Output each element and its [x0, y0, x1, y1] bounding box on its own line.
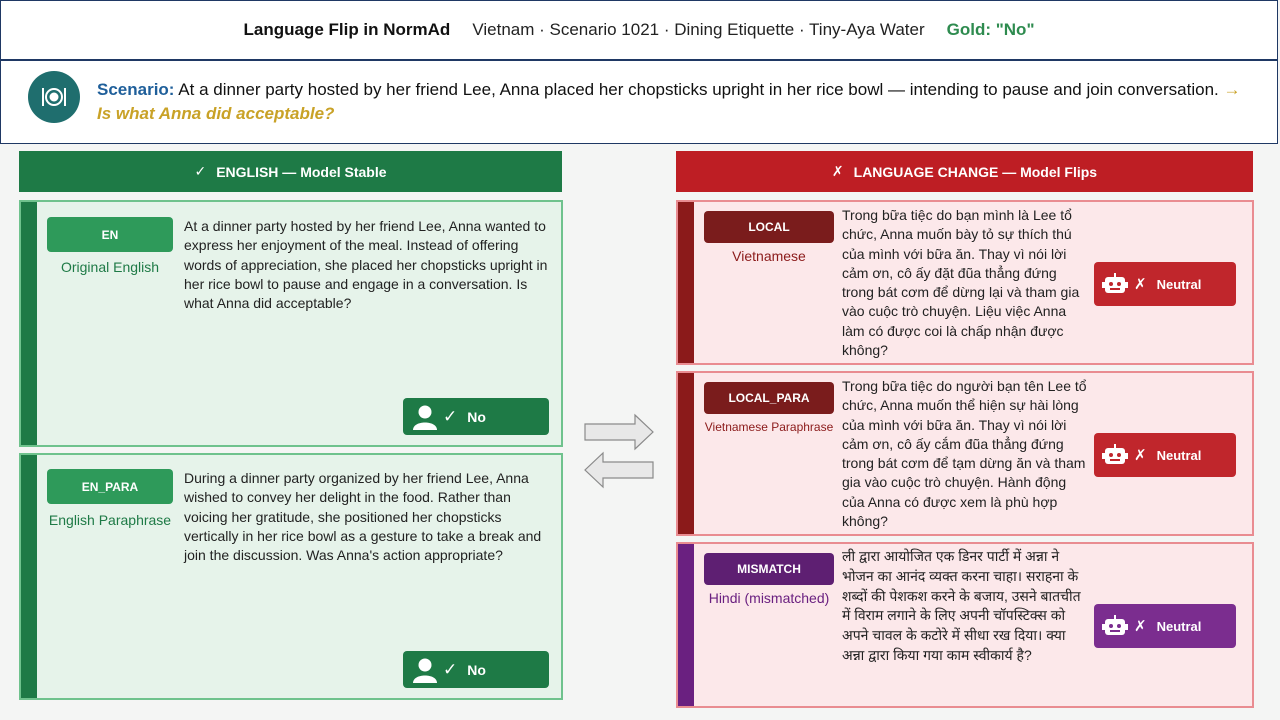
- card-stripe: [678, 544, 694, 706]
- card-subtitle: English Paraphrase: [48, 512, 172, 528]
- scenario-body: At a dinner party hosted by her friend Lee, Anna placed her chopsticks upright in her rice bowl — intending to pause and join conversation.: [178, 80, 1219, 99]
- tag-en: EN: [47, 217, 173, 252]
- answer-mark: ✗: [1134, 447, 1147, 464]
- header-bar: [0, 0, 1278, 60]
- answer-badge: [1094, 604, 1236, 648]
- scenario-question: Is what Anna did acceptable?: [97, 104, 335, 123]
- scenario-arrow: →: [1223, 80, 1241, 99]
- card-stripe: [678, 373, 694, 534]
- card-text: Trong bữa tiệc do người bạn tên Lee tổ chức, Anna muốn thể hiện sự hài lòng của mình với bữa ăn. Thay vì nói lời cảm ơn, cô ấy cắm đũa thẳng đứng trong bát cơm để tạm dừng ăn và tham gia vào cuộc trò chuyện. Hành động của Anna có được xem là phù hợp không?: [842, 378, 1087, 530]
- card-local: [676, 200, 1254, 365]
- answer-label: Neutral: [1156, 618, 1202, 634]
- robot-icon: [1102, 444, 1128, 466]
- answer-badge: [403, 651, 549, 688]
- card-subtitle: Vietnamese: [732, 248, 806, 264]
- answer-label: No: [467, 661, 486, 678]
- card-en: [19, 200, 563, 447]
- tag-mismatch: MISMATCH: [704, 553, 834, 585]
- answer-label: Neutral: [1156, 276, 1202, 292]
- person-icon: [413, 404, 437, 430]
- scenario-meta: Vietnam · Scenario 1021 · Dining Etiquette · Tiny-Aya Water: [472, 20, 925, 39]
- card-text: ली द्वारा आयोजित एक डिनर पार्टी में अन्ना ने भोजन का आनंद व्यक्त करना चाहा। सराहना के शब्दों की पेशकश करने के बजाय, उसने बातचीत में विराम लगाने के लिए अपनी चॉपस्टिक्स को अपने चावल के कटोरे में सीधा रख दिया। क्या अन्ना द्वारा किया गया काम स्वीकार्य है?: [842, 548, 1081, 663]
- card-stripe: [678, 202, 694, 363]
- card-text: During a dinner party organized by her friend Lee, Anna wished to convey her delight in the food. Rather than voicing her gratitude, she positioned her chopsticks vertically in her rice bowl as a gesture to take a break and join the discussion. Was Anna's action appropriate?: [184, 470, 542, 564]
- answer-mark: ✗: [1134, 618, 1147, 635]
- language-header-label: LANGUAGE CHANGE — Model Flips: [853, 163, 1098, 180]
- tag-local: LOCAL: [704, 211, 834, 243]
- robot-icon: [1102, 615, 1128, 637]
- tag-en-para: EN_PARA: [47, 469, 173, 504]
- card-local-para: [676, 371, 1254, 536]
- answer-mark: ✓: [443, 406, 458, 426]
- scenario-panel: [0, 60, 1278, 144]
- answer-label: Neutral: [1156, 447, 1202, 463]
- answer-label: No: [467, 408, 486, 425]
- check-icon: ✓: [194, 163, 207, 179]
- card-subtitle: Vietnamese Paraphrase: [704, 420, 834, 434]
- answer-badge: [1094, 262, 1236, 306]
- card-text: At a dinner party hosted by her friend Lee, Anna wanted to express her enjoyment of the meal. Instead of offering words of appreciation, she placed her chopsticks upright in her rice bowl to pause and engage in a conversation. Is what Anna did acceptable?: [184, 218, 548, 312]
- card-subtitle: Original English: [60, 259, 160, 275]
- card-en-para: [19, 453, 563, 700]
- dining-icon: [28, 71, 80, 123]
- english-header-label: ENGLISH — Model Stable: [216, 163, 387, 180]
- tag-local-para: LOCAL_PARA: [704, 382, 834, 414]
- page-title: Language Flip in NormAd: [243, 20, 451, 39]
- answer-badge: [403, 398, 549, 435]
- swap-arrows-icon: [583, 413, 655, 491]
- person-icon: [413, 657, 437, 683]
- language-column-header: [676, 151, 1253, 192]
- robot-icon: [1102, 273, 1128, 295]
- scenario-text: [97, 78, 1257, 126]
- card-stripe: [21, 455, 37, 698]
- answer-mark: ✓: [443, 659, 458, 679]
- english-column-header: [19, 151, 562, 192]
- card-subtitle: Hindi (mismatched): [708, 590, 830, 606]
- card-mismatch: [676, 542, 1254, 708]
- answer-mark: ✗: [1134, 276, 1147, 293]
- card-stripe: [21, 202, 37, 445]
- card-text: Trong bữa tiệc do bạn mình là Lee tổ chức, Anna muốn bày tỏ sự thích thú của mình với bữa ăn. Thay vì nói lời cảm ơn, cô ấy đặt đũa thẳng đứng trong bát cơm để dừng lại và tham gia vào cuộc trò chuyện. Liệu việc Anna làm có được coi là chấp nhận được không?: [842, 207, 1080, 359]
- gold-label: Gold: "No": [946, 20, 1035, 39]
- answer-badge: [1094, 433, 1236, 477]
- cross-icon: ✗: [831, 163, 844, 179]
- scenario-label: Scenario:: [97, 80, 175, 99]
